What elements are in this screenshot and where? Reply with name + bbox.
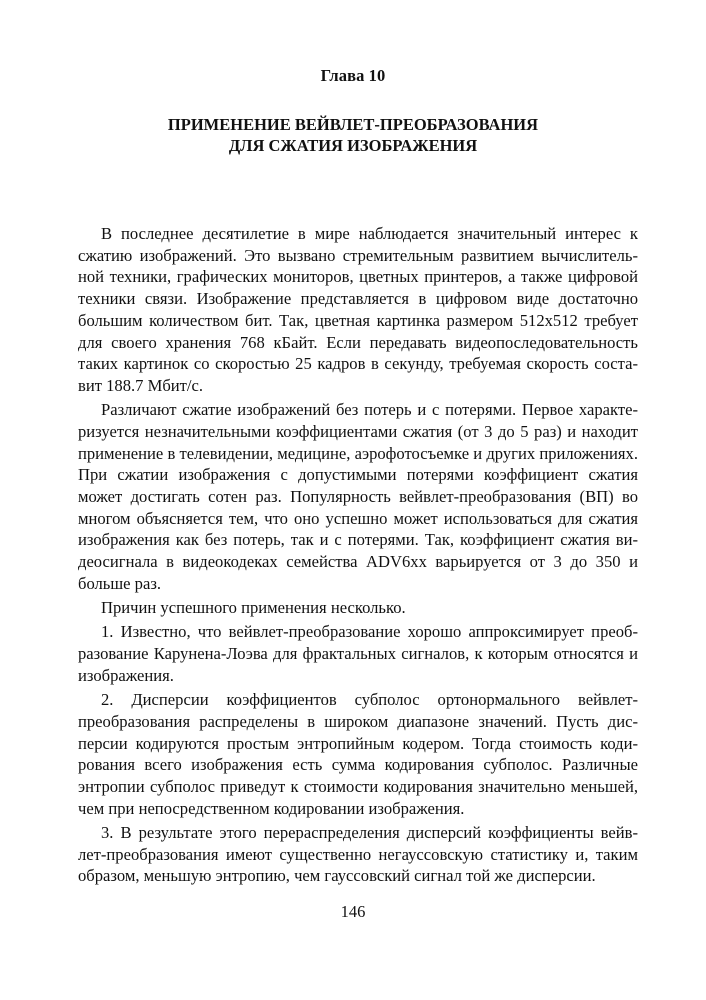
paragraph: 2. Дисперсии коэффициентов субполос ортонормального вейвлет-преобразования распределены в широком диапазоне значений. Пусть дисперсии кодируются простым энтропийным кодером. Тогда стоимость кодирования всего изображения есть сумма кодирования субполос. Различные энтропии субполос приведут к стоимости кодирования значительно меньшей, чем при непосредственном кодировании изображения. xyxy=(78,690,638,818)
paragraph: В последнее десятилетие в мире наблюдается значительный интерес к сжатию изображений. Это вызвано стремительным развитием вычислительной техники, графических мониторов, цветных принтеров, а также цифровой техники связи. Изображение представляется в цифровом виде достаточно большим количеством бит. Так, цветная картинка размером 512x512 требует для своего хранения 768 кБайт. Если передавать видеопоследовательность таких картинок со скоростью 25 кадров в секунду, требуемая скорость составит 188.7 Мбит/с. xyxy=(78,224,638,395)
paragraph: 1. Известно, что вейвлет-преобразование хорошо аппроксимирует преобразование Карунена-Лоэва для фрактальных сигналов, к которым относятся и изображения. xyxy=(78,622,638,685)
chapter-title xyxy=(80,114,626,156)
page-number: 146 xyxy=(340,902,366,921)
chapter-label: Глава 10 xyxy=(320,66,386,85)
paragraph: Причин успешного применения несколько. xyxy=(101,598,406,618)
chapter-title-line: ПРИМЕНЕНИЕ ВЕЙВЛЕТ-ПРЕОБРАЗОВАНИЯ xyxy=(167,115,539,134)
paragraph: 3. В результате этого перераспределения дисперсий коэффициенты вейвлет-преобразования имеют существенно негауссовскую статистику и, таким образом, меньшую энтропию, чем гауссовский сигнал той же дисперсии. xyxy=(78,822,638,886)
chapter-title-line: ДЛЯ СЖАТИЯ ИЗОБРАЖЕНИЯ xyxy=(228,136,478,155)
paragraph: Различают сжатие изображений без потерь и с потерями. Первое характеризуется незначительными коэффициентами сжатия (от 3 до 5 раз) и находит применение в телевидении, медицине, аэрофотосъемке и других приложениях. При сжатии изображения с допустимыми потерями коэффициент сжатия может достигать сотен раз. Популярность вейвлет-преобразования (ВП) во многом объясняется тем, что оно успешно может использоваться для сжатия изображения как без потерь, так и с потерями. Так, коэффициент сжатия видеосигнала в видеокодеках семейства ADV6xx варьируется от 3 до 350 и больше раз. xyxy=(78,400,638,593)
body-text xyxy=(78,223,638,890)
